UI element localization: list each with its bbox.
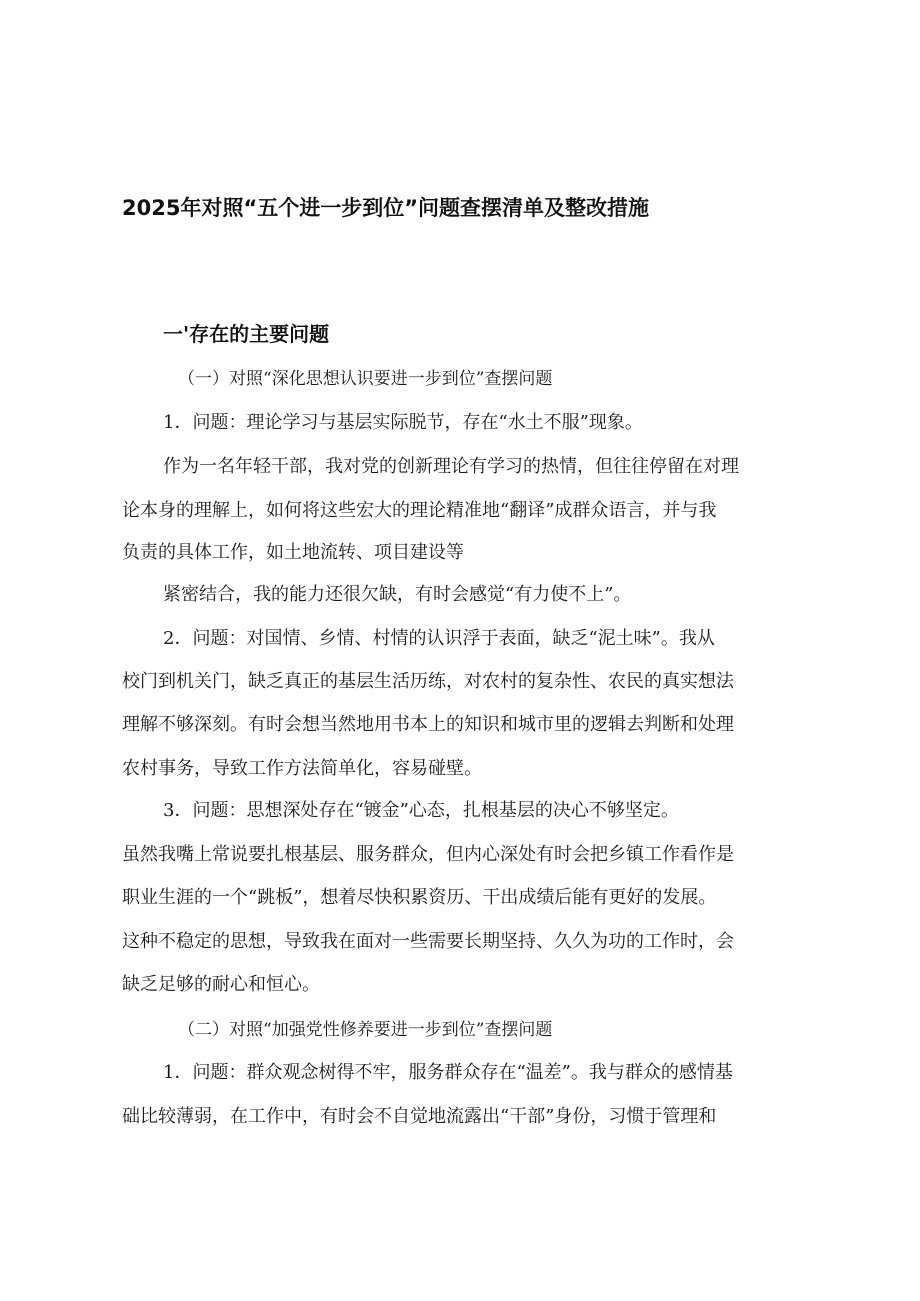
paragraph-line: 负责的具体工作，如土地流转、项目建设等 — [122, 542, 464, 563]
paragraph-line: 职业生涯的一个“跳板”，想着尽快积累资历、干出成绩后能有更好的发展。 — [122, 887, 717, 908]
section-heading: 一'存在的主要问题 — [163, 322, 330, 346]
paragraph-line: 缺乏足够的耐心和恒心。 — [122, 974, 320, 995]
paragraph-line: 3．问题：思想深处存在“镀金”心态，扎根基层的决心不够坚定。 — [163, 800, 679, 821]
paragraph-line: 1．问题：理论学习与基层实际脱节，存在“水土不服”现象。 — [163, 412, 643, 433]
paragraph-line: 虽然我嘴上常说要扎根基层、服务群众，但内心深处有时会把乡镇工作看作是 — [122, 844, 734, 865]
paragraph-line: 紧密结合，我的能力还很欠缺，有时会感觉“有力使不上”。 — [163, 584, 632, 605]
subsection-heading-2: （二）对照“加强党性修养要进一步到位”查摆问题 — [178, 1020, 553, 1040]
subsection-heading-1: （一）对照“深化思想认识要进一步到位”查摆问题 — [178, 369, 553, 389]
paragraph-line: 作为一名年轻干部，我对党的创新理论有学习的热情，但往往停留在对理 — [163, 456, 739, 477]
paragraph-line: 础比较薄弱，在工作中，有时会不自觉地流露出“干部”身份，习惯于管理和 — [122, 1106, 717, 1127]
paragraph-line: 论本身的理解上，如何将这些宏大的理论精准地“翻译”成群众语言，并与我 — [122, 500, 717, 521]
paragraph-line: 校门到机关门，缺乏真正的基层生活历练，对农村的复杂性、农民的真实想法 — [122, 671, 734, 692]
paragraph-line: 农村事务，导致工作方法简单化，容易碰壁。 — [122, 758, 482, 779]
paragraph-line: 2．问题：对国情、乡情、村情的认识浮于表面，缺乏“泥土味”。我从 — [163, 628, 715, 649]
paragraph-line: 1．问题：群众观念树得不牢，服务群众存在“温差”。我与群众的感情基 — [163, 1062, 733, 1083]
paragraph-line: 这种不稳定的思想，导致我在面对一些需要长期坚持、久久为功的工作时，会 — [122, 931, 734, 952]
document-title: 2025年对照“五个进一步到位”问题查摆清单及整改措施 — [122, 196, 650, 220]
paragraph-line: 理解不够深刻。有时会想当然地用书本上的知识和城市里的逻辑去判断和处理 — [122, 714, 734, 735]
